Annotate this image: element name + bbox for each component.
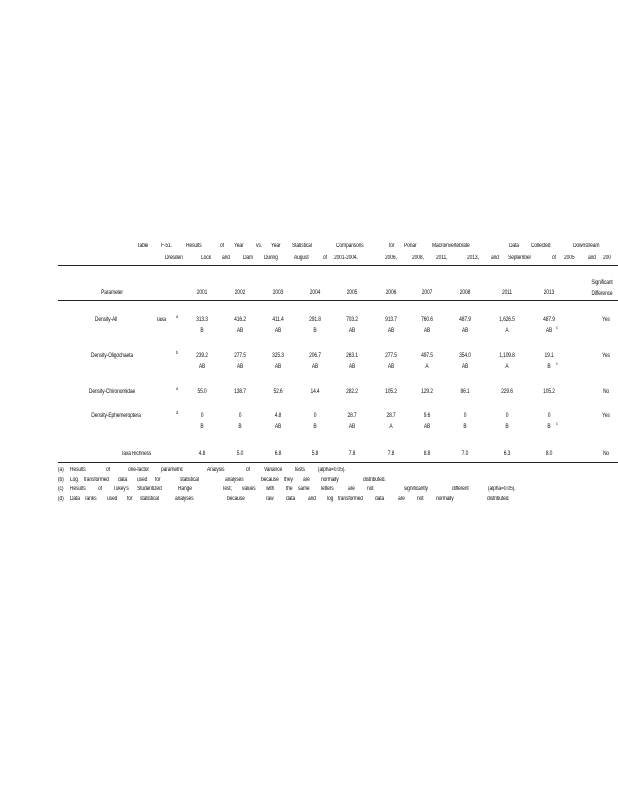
cell-letter: A <box>389 424 393 430</box>
title-word: 2013, <box>467 255 479 261</box>
cell-value: 1,109.8 <box>499 353 515 359</box>
cell-value: 354.0 <box>459 353 471 359</box>
cell-significant: No <box>602 389 610 395</box>
header-year-2013: 2013 <box>543 290 555 296</box>
cell-letter: AB <box>348 424 356 430</box>
footnote-word: normally <box>436 496 454 502</box>
cell-significant: Yes <box>602 353 610 359</box>
row-footnote-marker: d <box>176 410 178 415</box>
footnote-word: data <box>118 477 128 483</box>
footnote-word: data <box>375 496 385 502</box>
title-word: Dresden <box>165 255 183 261</box>
cell-letter: AB <box>423 328 431 334</box>
cell-letter: B <box>547 364 551 370</box>
cell-letter: B <box>463 424 467 430</box>
row-label: Density-All <box>94 317 118 323</box>
title-word: Data <box>509 243 519 249</box>
cell-value: 277.5 <box>385 353 397 359</box>
footnote-word: Range <box>178 486 192 492</box>
cell-value: 8.0 <box>545 451 553 457</box>
footnote-word: raw <box>266 496 274 502</box>
title-word: Dam <box>243 255 254 261</box>
title-word: Collected <box>531 243 551 249</box>
footnote-word: of <box>246 467 250 473</box>
cell-value: 313.3 <box>196 317 208 323</box>
cell-value: 28.7 <box>386 413 396 419</box>
footnote-word: Results <box>70 467 86 473</box>
footnote-word: statistical <box>180 477 199 483</box>
title-word: of <box>220 243 224 249</box>
footnote-word: statistical <box>140 496 159 502</box>
cell-value: 105.2 <box>385 389 397 395</box>
footnote-word: same <box>298 486 310 492</box>
header-year-2005: 2005 <box>346 290 358 296</box>
title-word: 2011, <box>436 255 448 261</box>
footnote-word: values <box>242 486 256 492</box>
footnote-word: for <box>155 477 161 483</box>
cell-letter: AB <box>198 364 206 370</box>
cell-significant: Yes <box>602 317 610 323</box>
cell-letter: AB <box>387 328 395 334</box>
cell-letter: A <box>505 364 509 370</box>
footnote-word: are <box>303 477 310 483</box>
cell-value: 277.5 <box>234 353 246 359</box>
header-year-2003: 2003 <box>272 290 284 296</box>
footnote-word: of <box>98 486 102 492</box>
footnote-word: for <box>127 496 133 502</box>
cell-letter: B <box>313 328 317 334</box>
title-word: of <box>323 255 327 261</box>
letter-footnote-marker: c <box>556 421 558 426</box>
cell-value: 487.9 <box>543 317 555 323</box>
cell-letter: AB <box>461 328 469 334</box>
cell-value: 129.2 <box>421 389 433 395</box>
title-word: Comparisons <box>336 243 364 249</box>
header-top-rule <box>58 265 618 266</box>
cell-value: 86.1 <box>460 389 470 395</box>
cell-value: 411.4 <box>272 317 284 323</box>
cell-value: 1,626.5 <box>499 317 515 323</box>
footnote-tag: (d) <box>58 496 64 502</box>
header-year-2006: 2006 <box>385 290 397 296</box>
footnote-tag: (b) <box>58 477 64 483</box>
footnote-word: not <box>417 496 424 502</box>
cell-value: 6.8 <box>274 451 282 457</box>
header-year-2001: 2001 <box>196 290 208 296</box>
footnote-word: and <box>308 496 316 502</box>
footnote-word: of <box>106 467 110 473</box>
header-difference: Difference <box>591 291 613 297</box>
cell-value: 7.0 <box>461 451 469 457</box>
footnote-tag: (a) <box>58 467 64 473</box>
cell-letter: AB <box>461 364 469 370</box>
footnote-word: are <box>398 496 405 502</box>
title-word: 2005 <box>564 255 575 261</box>
footnote-word: distributed. <box>363 477 386 483</box>
footnote-word: one-factor <box>128 467 149 473</box>
cell-letter: B <box>200 424 204 430</box>
footnote-word: Analysis <box>207 467 225 473</box>
title-word: Year <box>271 243 281 249</box>
cell-value: 55.0 <box>197 389 207 395</box>
row-footnote-marker: a <box>176 314 178 319</box>
cell-letter: AB <box>274 424 282 430</box>
footnote-word: used <box>137 477 148 483</box>
header-year-2011: 2011 <box>501 290 513 296</box>
cell-value: 0 <box>200 413 204 419</box>
cell-letter: B <box>200 328 204 334</box>
cell-value: 487.9 <box>459 317 471 323</box>
row-label-2: Richness <box>132 451 152 457</box>
title-word: and <box>491 255 499 261</box>
cell-value: 8.8 <box>423 451 431 457</box>
cell-value: 229.6 <box>501 389 513 395</box>
footnote-word: Data <box>70 496 80 502</box>
footnote-word: not <box>367 486 374 492</box>
row-footnote-marker: a <box>176 386 178 391</box>
cell-value: 0 <box>313 413 317 419</box>
title-word: September <box>508 255 531 261</box>
footnote-word: analyses <box>175 496 194 502</box>
cell-letter: B <box>238 424 242 430</box>
footnote-word: distributed. <box>487 496 510 502</box>
cell-letter: A <box>425 364 429 370</box>
footnote-word: tests <box>295 467 305 473</box>
header-bottom-rule <box>58 300 618 301</box>
title-word: Table <box>137 243 149 249</box>
footnote-word: they <box>284 477 293 483</box>
footnote-word: ranks <box>85 496 97 502</box>
cell-value: 206.7 <box>309 353 321 359</box>
cell-value: 0 <box>463 413 467 419</box>
footnote-word: normally <box>321 477 339 483</box>
row-footnote-marker: b <box>176 350 178 355</box>
letter-footnote-marker: c <box>556 361 558 366</box>
cell-value: 7.8 <box>348 451 356 457</box>
cell-letter: B <box>313 424 317 430</box>
footer-rule <box>58 462 618 463</box>
footnote-word: letters <box>321 486 334 492</box>
footnote-word: Studentized <box>137 486 162 492</box>
footnote-tag: (c) <box>58 486 64 492</box>
cell-significant: Yes <box>602 413 610 419</box>
header-year-2002: 2002 <box>234 290 246 296</box>
cell-value: 0 <box>238 413 242 419</box>
title-word: During <box>264 255 278 261</box>
footnote-word: Results <box>70 486 86 492</box>
footnote-word: (alpha=0.05). <box>318 467 346 473</box>
title-word: Lock <box>201 255 211 261</box>
title-word: F-51. <box>161 243 172 249</box>
footnote-word: because <box>227 496 245 502</box>
cell-letter: AB <box>545 328 553 334</box>
cell-significant: No <box>602 451 610 457</box>
cell-value: 263.1 <box>346 353 358 359</box>
cell-letter: AB <box>348 328 356 334</box>
row-label: Density-Ephemeroptera <box>91 413 141 419</box>
cell-value: 9.6 <box>423 413 431 419</box>
footnote-word: Log <box>70 477 78 483</box>
footnote-word: Variance <box>264 467 283 473</box>
header-year-2004: 2004 <box>309 290 321 296</box>
footnote-word: with <box>266 486 275 492</box>
cell-value: 105.2 <box>543 389 555 395</box>
cell-value: 138.7 <box>234 389 246 395</box>
cell-value: 19.1 <box>544 353 554 359</box>
row-label: Density-Chironomidae <box>88 389 136 395</box>
title-word: Year <box>234 243 244 249</box>
cell-letter: AB <box>423 424 431 430</box>
title-word: of <box>552 255 556 261</box>
header-significant: Significant <box>591 280 613 286</box>
footnote-word: data <box>286 496 296 502</box>
cell-value: 497.5 <box>421 353 433 359</box>
cell-letter: AB <box>274 364 282 370</box>
cell-letter: A <box>505 328 509 334</box>
title-word: Macroinvertebrate <box>432 243 470 249</box>
header-year-2007: 2007 <box>421 290 433 296</box>
footnote-word: the <box>286 486 293 492</box>
title-word: vs. <box>256 243 262 249</box>
cell-letter: AB <box>236 328 244 334</box>
title-word: 2001-2004, <box>334 255 358 261</box>
footnote-word: significantly <box>404 486 428 492</box>
footnote-word: different <box>452 486 469 492</box>
cell-value: 5.0 <box>236 451 244 457</box>
title-word: 200 <box>603 255 611 261</box>
cell-value: 416.2 <box>234 317 246 323</box>
title-word: for <box>389 243 395 249</box>
cell-value: 5.8 <box>311 451 319 457</box>
title-word: Downstream <box>573 243 600 249</box>
letter-footnote-marker: c <box>556 325 558 330</box>
cell-value: 760.6 <box>421 317 433 323</box>
footnote-word: transformed <box>338 496 363 502</box>
cell-value: 4.8 <box>274 413 282 419</box>
footnote-word: transformed <box>84 477 109 483</box>
cell-value: 703.2 <box>346 317 358 323</box>
footnote-word: used <box>107 496 118 502</box>
cell-value: 913.7 <box>385 317 397 323</box>
cell-value: 6.3 <box>503 451 511 457</box>
title-word: 2008, <box>412 255 424 261</box>
footnote-word: log <box>327 496 334 502</box>
title-word: Ponar <box>404 243 417 249</box>
cell-value: 4.8 <box>198 451 206 457</box>
cell-value: 0 <box>505 413 509 419</box>
footnote-word: (alpha=0.05). <box>488 486 516 492</box>
row-label: Density-Oligochaeta <box>91 353 133 359</box>
footnote-word: Tukey's <box>113 486 129 492</box>
cell-value: 7.8 <box>387 451 395 457</box>
footnote-word: analyses <box>225 477 244 483</box>
footnote-word: are <box>348 486 355 492</box>
cell-value: 282.2 <box>346 389 358 395</box>
title-word: and <box>222 255 230 261</box>
footnote-word: Test; <box>222 486 232 492</box>
header-year-2008: 2008 <box>459 290 471 296</box>
cell-letter: B <box>547 424 551 430</box>
cell-letter: AB <box>387 364 395 370</box>
title-word: Results <box>186 243 202 249</box>
header-parameter: Parameter <box>101 290 123 296</box>
cell-letter: AB <box>311 364 319 370</box>
footnote-word: because <box>261 477 279 483</box>
cell-value: 52.6 <box>273 389 283 395</box>
cell-value: 0 <box>547 413 551 419</box>
cell-value: 14.4 <box>310 389 320 395</box>
title-word: and <box>588 255 596 261</box>
cell-value: 239.2 <box>196 353 208 359</box>
title-word: August <box>294 255 309 261</box>
title-word: 2006, <box>385 255 397 261</box>
cell-letter: AB <box>274 328 282 334</box>
cell-value: 325.3 <box>272 353 284 359</box>
title-word: Statistical <box>292 243 312 249</box>
cell-letter: AB <box>236 364 244 370</box>
row-label: Taxa <box>121 451 131 457</box>
footnote-word: parametric <box>161 467 184 473</box>
cell-value: 28.7 <box>347 413 357 419</box>
row-label-2: Taxa <box>156 317 166 323</box>
cell-value: 291.8 <box>309 317 321 323</box>
cell-letter: B <box>505 424 509 430</box>
cell-letter: AB <box>348 364 356 370</box>
